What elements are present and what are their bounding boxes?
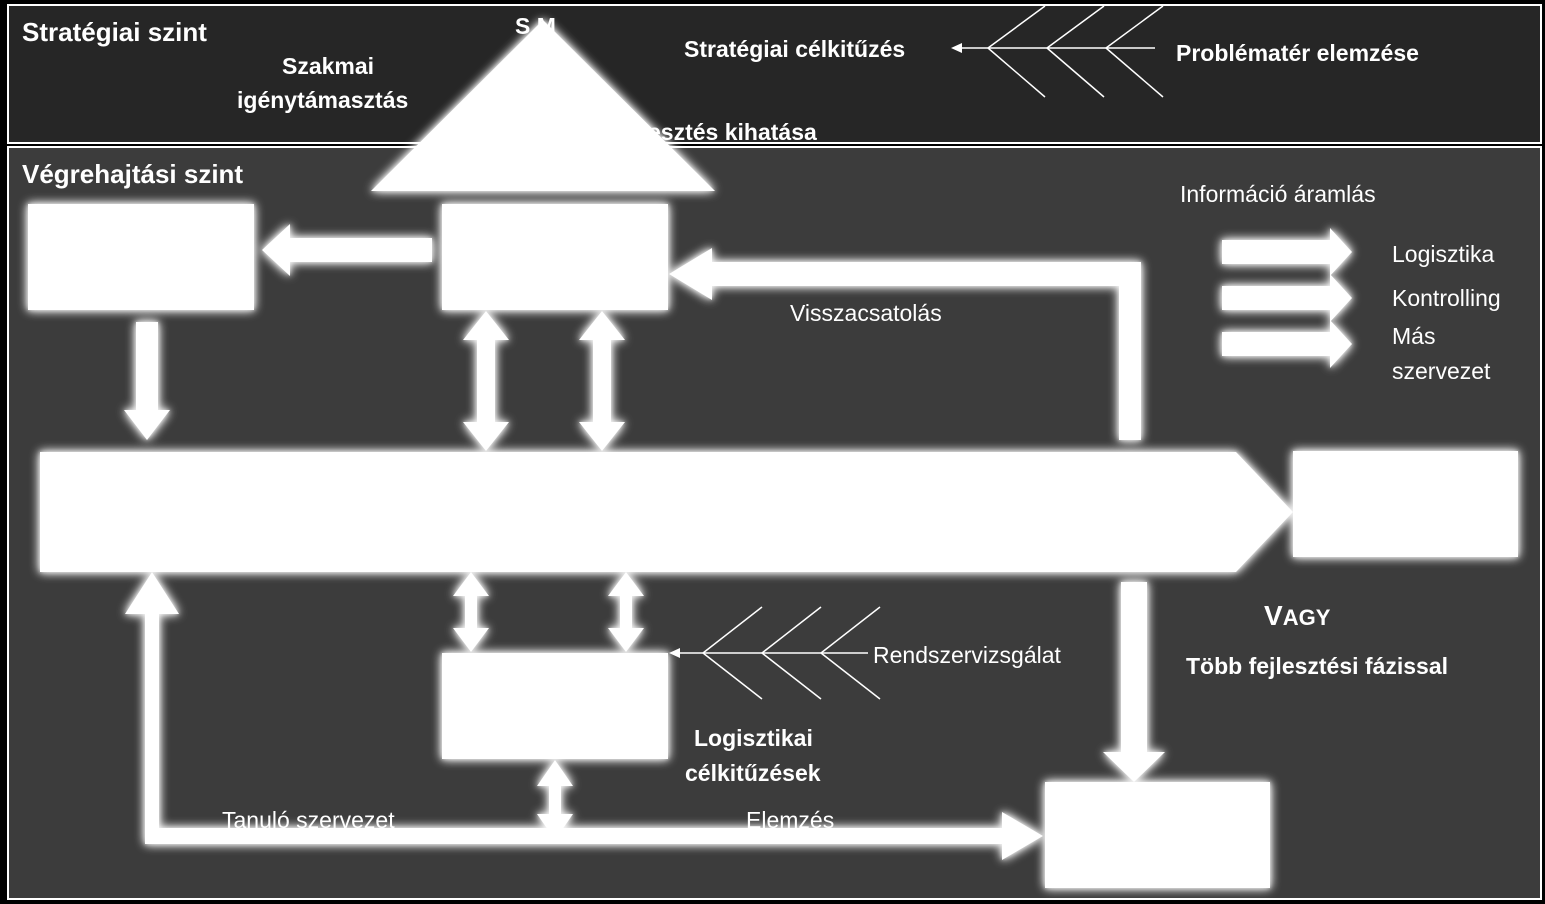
fishbone-top-arrowhead bbox=[951, 43, 962, 53]
box-middle-center bbox=[442, 653, 668, 759]
triangle-top-label: S M bbox=[515, 13, 556, 39]
or-label: VAGY bbox=[1264, 600, 1331, 631]
arrow-left-top bbox=[262, 224, 432, 276]
arrow-down-left bbox=[124, 322, 170, 440]
fishbone-bottom-arrowhead bbox=[669, 648, 680, 658]
fishbone-top bbox=[960, 6, 1163, 97]
double-arrow-top-1 bbox=[463, 311, 509, 451]
learning-org-label: Tanuló szervezet bbox=[222, 807, 395, 833]
operational-level-title: Végrehajtási szint bbox=[22, 159, 244, 189]
box-right bbox=[1293, 451, 1518, 557]
main-process-arrow bbox=[40, 452, 1293, 572]
development-impact-label: esztés kihatása bbox=[648, 119, 817, 145]
feedback-arrow bbox=[669, 248, 1141, 440]
analysis-label: Elemzés bbox=[746, 807, 835, 833]
feedback-label: Visszacsatolás bbox=[790, 300, 942, 326]
other-org-label-1: Más bbox=[1392, 323, 1436, 349]
double-arrow-top-2 bbox=[579, 311, 625, 451]
triangle-shape bbox=[371, 20, 715, 191]
box-top-left bbox=[28, 204, 254, 310]
box-bottom-right bbox=[1045, 782, 1270, 888]
professional-demand-label-2: igénytámasztás bbox=[237, 87, 409, 113]
box-top-center bbox=[442, 204, 668, 310]
double-arrow-bottom-2 bbox=[608, 572, 644, 652]
professional-demand-label-1: Szakmai bbox=[282, 53, 375, 79]
arrow-down-right bbox=[1103, 582, 1165, 782]
other-org-label-2: szervezet bbox=[1392, 358, 1491, 384]
logistics-label: Logisztika bbox=[1392, 241, 1495, 267]
info-arrow-mas bbox=[1222, 320, 1352, 368]
controlling-label: Kontrolling bbox=[1392, 285, 1501, 311]
double-arrow-bottom-1 bbox=[453, 572, 489, 652]
strategic-objective-label: Stratégiai célkitűzés bbox=[684, 36, 906, 62]
info-arrow-kontrolling bbox=[1222, 274, 1352, 322]
multiple-phases-label: Több fejlesztési fázissal bbox=[1186, 653, 1449, 679]
strategic-level-title: Stratégiai szint bbox=[22, 17, 207, 47]
logistics-objectives-label-2: célkitűzések bbox=[685, 760, 821, 786]
fishbone-bottom bbox=[680, 607, 880, 699]
logistics-objectives-label-1: Logisztikai bbox=[694, 725, 813, 751]
problem-space-label: Problématér elemzése bbox=[1176, 40, 1419, 66]
info-arrow-logistika bbox=[1222, 228, 1352, 276]
system-examination-label: Rendszervizsgálat bbox=[873, 642, 1061, 668]
information-flow-label: Információ áramlás bbox=[1180, 181, 1376, 207]
